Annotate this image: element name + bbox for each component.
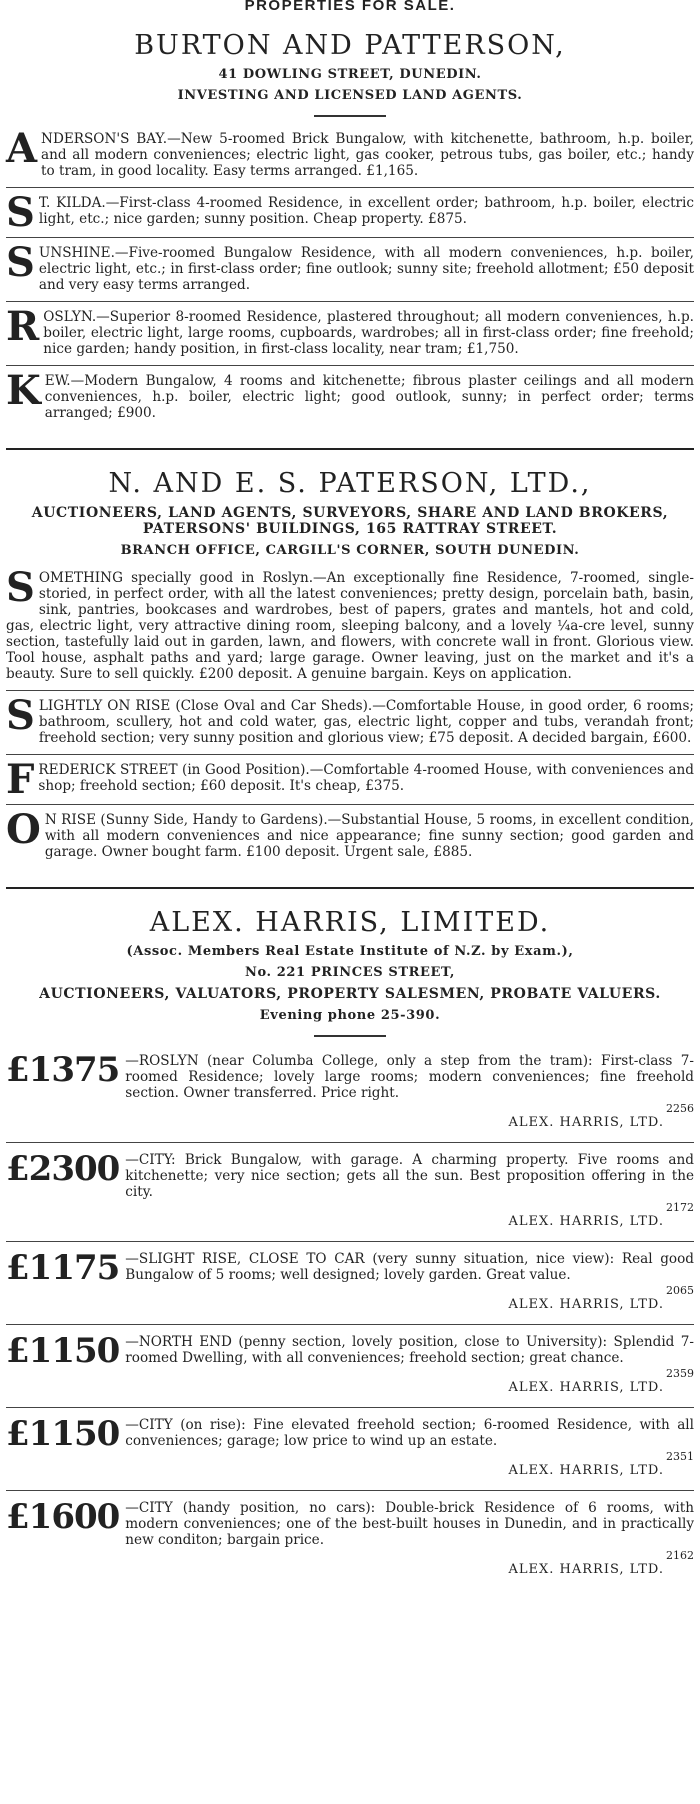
listing-text: UNSHINE.—Five-roomed Bungalow Residence, with all modern conveniences, h.p. boiler, electric light, etc.; in first-class order; fine outlook; sunny site; freehold allotment; £50 deposit and very easy terms arranged. [38,245,694,293]
listing-text: OSLYN.—Superior 8-roomed Residence, plastered throughout; all modern conveniences, h.p. boiler, electric light, large rooms, cupboards, wardrobes; all in first-class order; fine freehold; nice garden; handy position, in first-class locality, near tram; £1,750. [43,309,694,357]
divider [6,1142,694,1143]
listing [6,566,694,687]
divider [6,1324,694,1325]
listing [6,369,694,426]
drop-cap: A [6,125,38,172]
drop-cap: S [6,564,35,611]
agent-signature: ALEX. HARRIS, LTD. [508,1380,664,1395]
divider [6,187,694,188]
listing-ref: 2172 [666,1201,694,1214]
divider [6,365,694,366]
listing-text: —NORTH END (penny section, lovely position, close to University): Splendid 7-roomed Dwelling, with all conveniences; freehold section; great chance. [125,1334,694,1366]
divider [6,301,694,302]
listing [6,241,694,298]
listing-price: £1600 [6,1497,120,1537]
firm-alex-harris [6,907,694,1023]
listing-ref: 2256 [666,1102,694,1115]
divider [6,1241,694,1242]
drop-cap: F [6,756,35,803]
price-listing [6,1411,694,1487]
listing-text: —ROSLYN (near Columba College, only a step from the tram): First-class 7-roomed Residence; lovely large rooms; modern conveniences; fine freehold section. Owner transferred. Price right. [125,1053,694,1101]
price-listing [6,1047,694,1139]
firm-membership: (Assoc. Members Real Estate Institute of N.Z. by Exam.), [126,944,574,959]
section-divider [6,448,694,450]
firm-burton-patterson [6,30,694,103]
firm-address: 41 DOWLING STREET, DUNEDIN. [218,67,482,82]
divider [6,237,694,238]
divider [314,115,386,117]
listing-text: —CITY (handy position, no cars): Double-brick Residence of 6 rooms, with modern conveniences; one of the best-built houses in Dunedin, and in practically new conditon; bargain price. [125,1500,694,1548]
divider [6,1490,694,1491]
drop-cap: O [6,806,41,853]
listing-text: OMETHING specially good in Roslyn.—An exceptionally fine Residence, 7-roomed, single-storied, in perfect order, with all the latest conveniences; pretty design, porcelain bath, basin, sink, pantries, bookcases and wardrobes, best of papers, grates and mantels, hot and cold, gas, electric light, very attractive dining room, sleeping balcony, and a lovely ¼a-cre level, sunny section, tastefully laid out in garden, lawn, and flowers, with concrete wall in front. Glorious view. Tool house, asphalt paths and yard; large garage. Owner leaving, just on the market and it's a beauty. Sure to sell quickly. £200 deposit. A genuine bargain. Keys on application. [6,570,694,682]
listing [6,305,694,362]
firm-description: AUCTIONEERS, VALUATORS, PROPERTY SALESMEN, PROBATE VALUERS. [39,986,661,1002]
firm-description: AUCTIONEERS, LAND AGENTS, SURVEYORS, SHARE AND LAND BROKERS, PATERSONS' BUILDINGS, 165 RATTRAY STREET. [31,505,669,537]
listing-text: REDERICK STREET (in Good Position).—Comfortable 4-roomed House, with conveniences and shop; freehold section; £60 deposit. It's cheap, £375. [38,762,694,794]
drop-cap: S [6,692,35,739]
price-listing [6,1245,694,1321]
listing [6,127,694,184]
drop-cap: S [6,189,35,236]
price-listing [6,1494,694,1586]
firm-name: BURTON AND PATTERSON, [134,30,566,61]
agent-signature: ALEX. HARRIS, LTD. [508,1463,664,1478]
listing-text: —CITY (on rise): Fine elevated freehold section; 6-roomed Residence, with all conveniences; garage; low price to wind up an estate. [125,1417,694,1449]
listing-text: EW.—Modern Bungalow, 4 rooms and kitchenette; fibrous plaster ceilings and all modern conveniences, h.p. boiler, electric light; good outlook, sunny; in perfect order; terms arranged; £900. [44,373,694,421]
divider [6,754,694,755]
divider [314,1035,386,1037]
listing-price: £1375 [6,1050,120,1090]
listing [6,808,694,865]
listing-price: £1175 [6,1248,120,1288]
listing-ref: 2162 [666,1549,694,1562]
divider [6,1407,694,1408]
listing-price: £2300 [6,1149,120,1189]
listing-ref: 2065 [666,1284,694,1297]
listing [6,758,694,801]
agent-signature: ALEX. HARRIS, LTD. [508,1115,664,1130]
drop-cap: K [6,367,41,414]
drop-cap: S [6,239,35,286]
agent-signature: ALEX. HARRIS, LTD. [508,1562,664,1577]
listing-price: £1150 [6,1331,120,1371]
section-masthead: PROPERTIES FOR SALE. [244,0,456,14]
agent-signature: ALEX. HARRIS, LTD. [508,1214,664,1229]
listing-text: —CITY: Brick Bungalow, with garage. A charming property. Five rooms and kitchenette; very nice section; gets all the sun. Best proposition offering in the city. [125,1152,694,1200]
firm-name: N. AND E. S. PATERSON, LTD., [108,468,592,499]
firm-description: INVESTING AND LICENSED LAND AGENTS. [177,88,523,103]
divider [6,690,694,691]
firm-address: No. 221 PRINCES STREET, [244,965,455,980]
listing-text: —SLIGHT RISE, CLOSE TO CAR (very sunny situation, nice view): Real good Bungalow of 5 rooms; well designed; lovely garden. Great value. [125,1251,694,1283]
listing [6,694,694,751]
listing-text: NDERSON'S BAY.—New 5-roomed Brick Bungalow, with kitchenette, bathroom, h.p. boiler, and all modern conveniences; electric light, gas cooker, petrous tubs, gas boiler, etc.; handy to tram, in good locality. Easy terms arranged. £1,165. [41,131,694,179]
listing-ref: 2351 [666,1450,694,1463]
divider [6,804,694,805]
listing-text: T. KILDA.—First-class 4-roomed Residence, in excellent order; bathroom, h.p. boiler, electric light, etc.; nice garden; sunny position. Cheap property. £875. [38,195,694,227]
firm-phone: Evening phone 25-390. [259,1008,441,1023]
listing-text: N RISE (Sunny Side, Handy to Gardens).—Substantial House, 5 rooms, in excellent condition, with all modern conveniences and nice appearance; fine sunny section; good garden and garage. Owner bought farm. £100 deposit. Urgent sale, £885. [44,812,694,860]
listing-price: £1150 [6,1414,120,1454]
firm-branch: BRANCH OFFICE, CARGILL'S CORNER, SOUTH DUNEDIN. [120,543,580,558]
section-divider [6,887,694,889]
firm-name: ALEX. HARRIS, LIMITED. [149,907,551,938]
drop-cap: R [6,303,40,350]
firm-paterson [6,468,694,558]
listing [6,191,694,234]
listing-ref: 2359 [666,1367,694,1380]
price-listing [6,1328,694,1404]
agent-signature: ALEX. HARRIS, LTD. [508,1297,664,1312]
listing-text: LIGHTLY ON RISE (Close Oval and Car Sheds).—Comfortable House, in good order, 6 rooms; bathroom, scullery, hot and cold water, gas, electric light, copper and tubs, verandah front; freehold section; very sunny position and glorious view; £75 deposit. A decided bargain, £600. [38,698,694,746]
price-listing [6,1146,694,1238]
